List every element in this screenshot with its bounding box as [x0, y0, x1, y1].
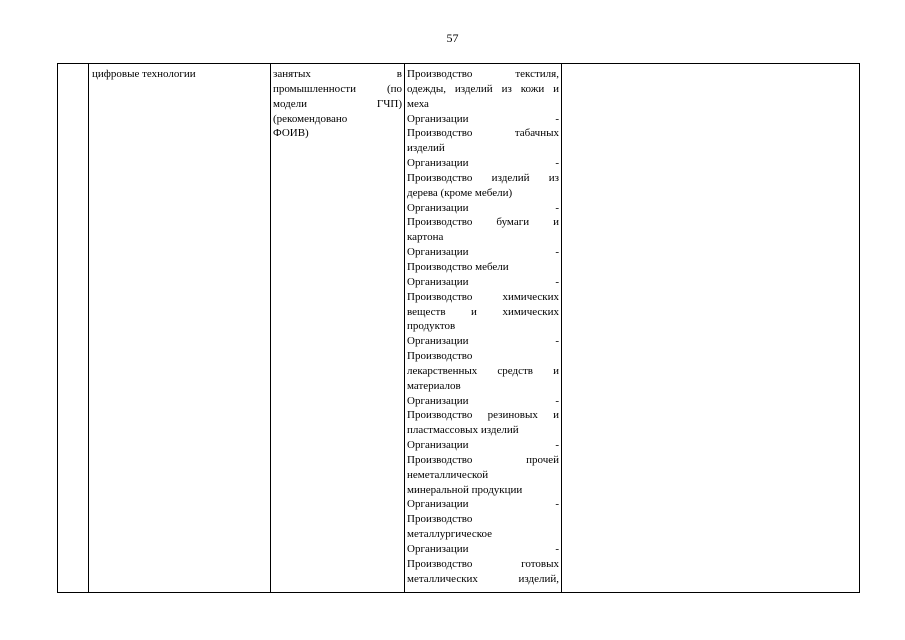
industry-line: одежды, изделий из кожи и [407, 82, 559, 95]
industry-line: металлических изделий, [407, 572, 559, 585]
industry-line: Производство химических [407, 290, 559, 303]
row-number-cell [58, 64, 89, 593]
industry-line: Производство резиновых и [407, 409, 559, 422]
industry-line: картона [407, 231, 444, 244]
table-row [58, 64, 860, 593]
industry-line: Производство прочей [407, 453, 559, 466]
description-line: промышленности (по [273, 82, 402, 95]
industry-line: минеральной продукции [407, 483, 523, 496]
industry-line: дерева (кроме мебели) [407, 186, 513, 199]
description-line: (рекомендовано [273, 112, 348, 125]
page-number: 57 [446, 31, 459, 45]
industry-line: неметаллической [407, 468, 489, 481]
industry-line: лекарственных средств и [407, 364, 559, 377]
industry-line: Организации - [407, 335, 559, 348]
industry-line: Организации - [407, 201, 559, 214]
description-line: ФОИВ) [273, 127, 309, 140]
industry-line: Организации - [407, 275, 559, 288]
industry-line: Производство готовых [407, 557, 559, 570]
industry-line: материалов [407, 379, 461, 392]
industry-line: пластмассовых изделий [407, 424, 519, 437]
technology-name-cell: цифровые технологии [89, 64, 271, 593]
industry-line: Организации - [407, 543, 559, 555]
industry-line: Производство [407, 350, 473, 363]
industry-line: веществ и химических [407, 305, 559, 318]
industry-line: продуктов [407, 320, 456, 333]
industry-line: меха [407, 97, 429, 110]
industry-line: Производство мебели [407, 260, 509, 273]
continuation-table [57, 63, 860, 593]
industry-line: Производство бумаги и [407, 216, 559, 229]
industry-line: Организации - [407, 439, 559, 452]
description-cell [271, 64, 405, 593]
empty-cell [562, 64, 860, 593]
industry-line: изделий [407, 142, 445, 155]
industry-line: Производство изделий из [407, 171, 559, 184]
industry-line: Организации - [407, 112, 559, 125]
description-line: занятых в [273, 68, 402, 80]
industry-line: Организации - [407, 246, 559, 259]
industry-line: Производство табачных [407, 127, 559, 140]
industry-line: Организации - [407, 394, 559, 407]
industry-line: Производство текстиля, [407, 68, 559, 80]
industry-list-cell [405, 64, 562, 593]
industry-line: Организации - [407, 157, 559, 170]
industry-line: Организации - [407, 498, 559, 511]
industry-line: Производство [407, 513, 473, 526]
description-line: модели ГЧП) [273, 97, 402, 110]
industry-line: металлургическое [407, 528, 493, 541]
